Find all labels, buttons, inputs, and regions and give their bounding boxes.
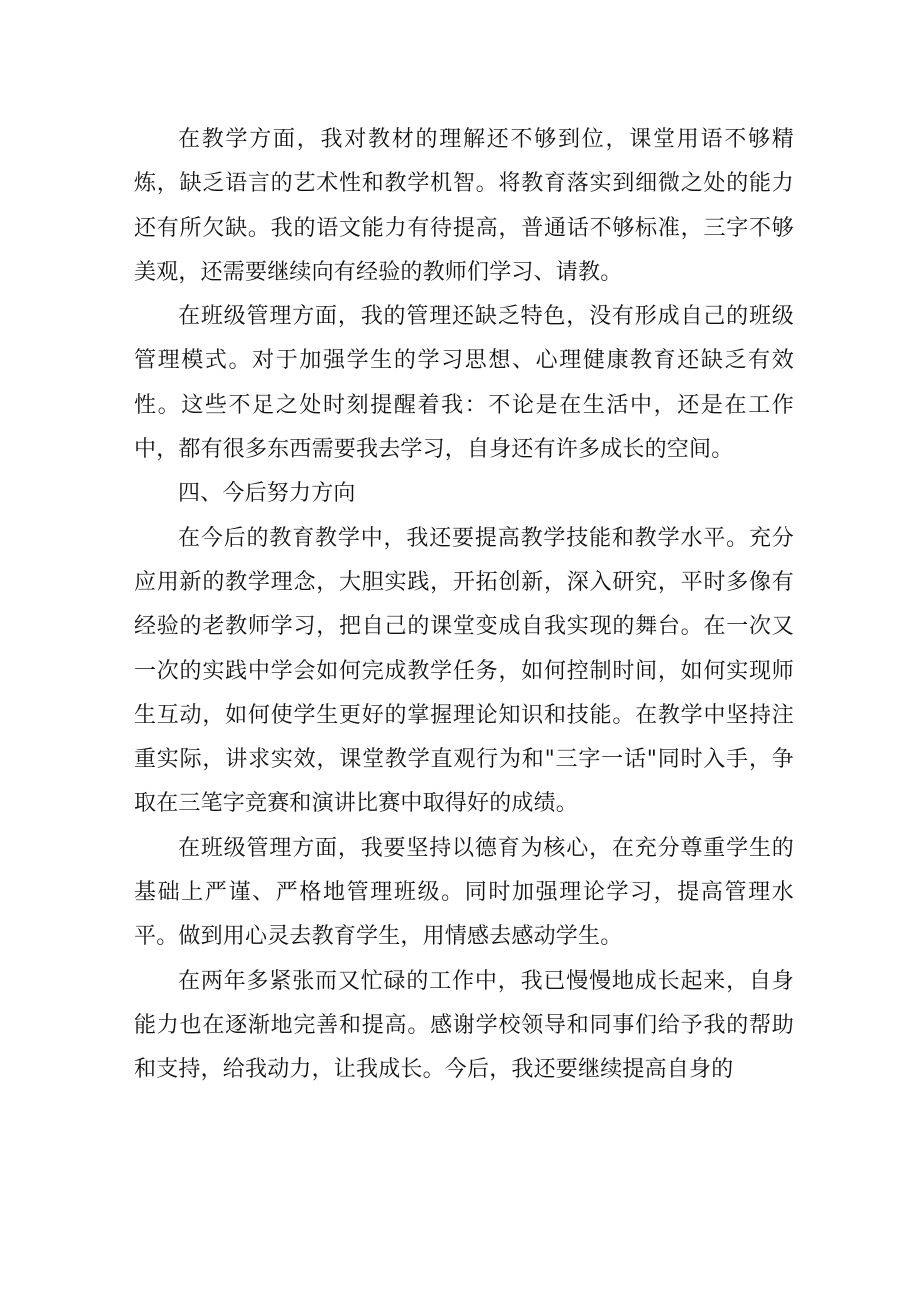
paragraph-teaching-shortcomings: 在教学方面，我对教材的理解还不够到位，课堂用语不够精炼，缺乏语言的艺术性和教学机智。将教育落实到细微之处的能力还有所欠缺。我的语文能力有待提高，普通话不够标准，三字不够美观，还需要继续向有经验的教师们学习、请教。 (134, 127, 794, 285)
section-heading: 四、今后努力方向 (178, 481, 356, 507)
paragraph-future-class-management: 在班级管理方面，我要坚持以德育为核心，在充分尊重学生的基础上严谨、严格地管理班级。同时加强理论学习，提高管理水平。做到用心灵去教育学生，用情感去感动学生。 (134, 835, 794, 950)
paragraph-future-teaching: 在今后的教育教学中，我还要提高教学技能和教学水平。充分应用新的教学理念，大胆实践，开拓创新，深入研究，平时多像有经验的老教师学习，把自己的课堂变成自我实现的舞台。在一次又一次的实践中学会如何完成教学任务，如何控制时间，如何实现师生互动，如何使学生更好的掌握理论知识和技能。在教学中坚持注重实际，讲求实效，课堂教学直观行为和"三字一话"同时入手，争取在三笔字竞赛和演讲比赛中取得好的成绩。 (134, 525, 794, 817)
paragraph-closing: 在两年多紧张而又忙碌的工作中，我已慢慢地成长起来，自身能力也在逐渐地完善和提高。感谢学校领导和同事们给予我的帮助和支持，给我动力，让我成长。今后，我还要继续提高自身的 (134, 968, 794, 1083)
document-body (134, 118, 794, 1093)
paragraph-class-management-shortcomings: 在班级管理方面，我的管理还缺乏特色，没有形成自己的班级管理模式。对于加强学生的学习思想、心理健康教育还缺乏有效性。这些不足之处时刻提醒着我：不论是在生活中，还是在工作中，都有很多东西需要我去学习，自身还有许多成长的空间。 (134, 304, 794, 463)
